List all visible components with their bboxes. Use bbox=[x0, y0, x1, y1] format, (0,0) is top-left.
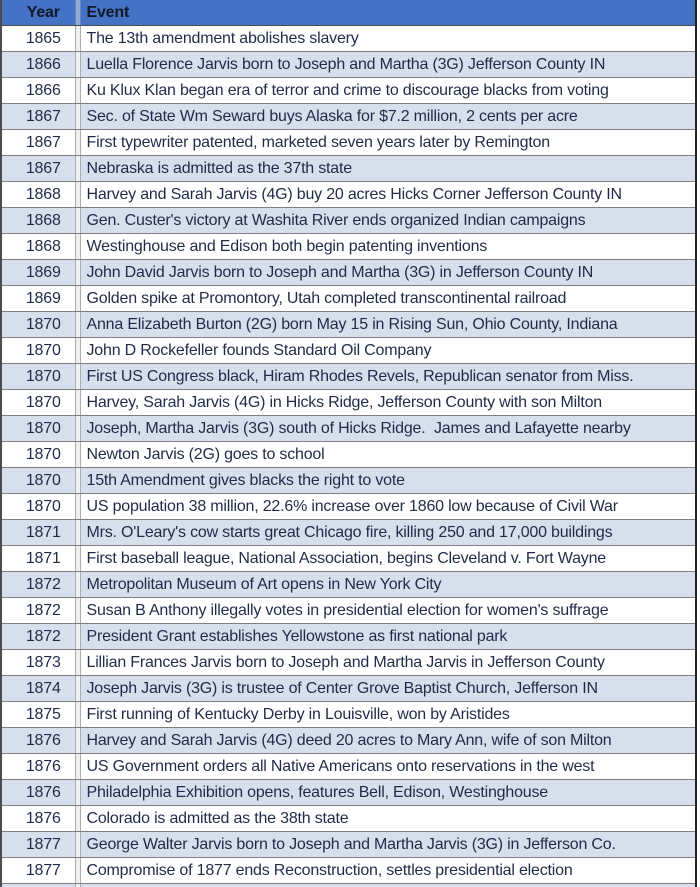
event-cell: Lillian Frances Jarvis born to Joseph and Martha Jarvis in Jefferson County bbox=[80, 650, 696, 676]
table-row bbox=[1, 156, 696, 182]
year-cell: 1872 bbox=[1, 624, 75, 650]
event-cell: Harvey and Sarah Jarvis (4G) deed 20 acres to Mary Ann, wife of son Milton bbox=[80, 728, 696, 754]
year-cell: 1876 bbox=[1, 754, 75, 780]
table-row bbox=[1, 702, 696, 728]
event-cell: Joseph, Martha Jarvis (3G) south of Hicks Ridge. James and Lafayette nearby bbox=[80, 416, 696, 442]
event-cell: Joseph Jarvis (3G) is trustee of Center Grove Baptist Church, Jefferson IN bbox=[80, 676, 696, 702]
year-cell: 1867 bbox=[1, 104, 75, 130]
table-row bbox=[1, 546, 696, 572]
table-row bbox=[1, 312, 696, 338]
table-row bbox=[1, 858, 696, 884]
year-cell: 1876 bbox=[1, 806, 75, 832]
event-cell: Harvey, Sarah Jarvis (4G) in Hicks Ridge, Jefferson County with son Milton bbox=[80, 390, 696, 416]
table-row bbox=[1, 104, 696, 130]
year-cell: 1869 bbox=[1, 286, 75, 312]
event-cell: US population 38 million, 22.6% increase over 1860 low because of Civil War bbox=[80, 494, 696, 520]
year-cell: 1870 bbox=[1, 494, 75, 520]
table-row bbox=[1, 468, 696, 494]
table-header-row bbox=[1, 0, 696, 26]
table-row bbox=[1, 234, 696, 260]
year-cell: 1872 bbox=[1, 572, 75, 598]
year-cell: 1868 bbox=[1, 182, 75, 208]
year-cell: 1868 bbox=[1, 234, 75, 260]
year-cell: 1876 bbox=[1, 780, 75, 806]
event-cell: The 13th amendment abolishes slavery bbox=[80, 26, 696, 52]
table-row bbox=[1, 78, 696, 104]
table-row bbox=[1, 832, 696, 858]
year-cell: 1875 bbox=[1, 702, 75, 728]
event-cell: John David Jarvis born to Joseph and Martha (3G) in Jefferson County IN bbox=[80, 260, 696, 286]
year-cell: 1870 bbox=[1, 468, 75, 494]
year-cell: 1877 bbox=[1, 858, 75, 884]
table-row bbox=[1, 390, 696, 416]
table-row bbox=[1, 624, 696, 650]
event-cell: Compromise of 1877 ends Reconstruction, settles presidential election bbox=[80, 858, 696, 884]
event-cell: First typewriter patented, marketed seven years later by Remington bbox=[80, 130, 696, 156]
event-cell: John D Rockefeller founds Standard Oil Company bbox=[80, 338, 696, 364]
event-cell: First running of Kentucky Derby in Louisville, won by Aristides bbox=[80, 702, 696, 728]
year-cell: 1876 bbox=[1, 728, 75, 754]
event-cell: Philadelphia Exhibition opens, features Bell, Edison, Westinghouse bbox=[80, 780, 696, 806]
table-row bbox=[1, 598, 696, 624]
event-cell: President Grant establishes Yellowstone as first national park bbox=[80, 624, 696, 650]
year-cell: 1870 bbox=[1, 364, 75, 390]
year-cell: 1872 bbox=[1, 598, 75, 624]
table-row bbox=[1, 650, 696, 676]
event-cell: Ku Klux Klan began era of terror and crime to discourage blacks from voting bbox=[80, 78, 696, 104]
table-row bbox=[1, 572, 696, 598]
year-cell: 1870 bbox=[1, 442, 75, 468]
year-cell: 1871 bbox=[1, 520, 75, 546]
table-body bbox=[1, 26, 696, 887]
year-cell: 1868 bbox=[1, 208, 75, 234]
event-cell: Luella Florence Jarvis born to Joseph and Martha (3G) Jefferson County IN bbox=[80, 52, 696, 78]
table-row bbox=[1, 442, 696, 468]
year-cell bbox=[1, 884, 75, 887]
year-cell: 1870 bbox=[1, 390, 75, 416]
year-cell: 1874 bbox=[1, 676, 75, 702]
event-cell: First US Congress black, Hiram Rhodes Revels, Republican senator from Miss. bbox=[80, 364, 696, 390]
column-header-event: Event bbox=[80, 0, 696, 26]
event-cell: Mrs. O'Leary's cow starts great Chicago fire, killing 250 and 17,000 buildings bbox=[80, 520, 696, 546]
year-cell: 1866 bbox=[1, 52, 75, 78]
table-row bbox=[1, 286, 696, 312]
table-row bbox=[1, 676, 696, 702]
year-cell: 1871 bbox=[1, 546, 75, 572]
event-cell: Westinghouse and Edison both begin patenting inventions bbox=[80, 234, 696, 260]
event-cell: Sec. of State Wm Seward buys Alaska for $7.2 million, 2 cents per acre bbox=[80, 104, 696, 130]
year-cell: 1870 bbox=[1, 312, 75, 338]
event-cell: Golden spike at Promontory, Utah completed transcontinental railroad bbox=[80, 286, 696, 312]
table-row bbox=[1, 728, 696, 754]
table-row bbox=[1, 182, 696, 208]
table-row bbox=[1, 884, 696, 887]
table-row bbox=[1, 338, 696, 364]
event-cell bbox=[80, 884, 696, 887]
table-row bbox=[1, 260, 696, 286]
event-cell: US Government orders all Native Americans onto reservations in the west bbox=[80, 754, 696, 780]
year-cell: 1870 bbox=[1, 416, 75, 442]
table-row bbox=[1, 130, 696, 156]
event-cell: Gen. Custer's victory at Washita River ends organized Indian campaigns bbox=[80, 208, 696, 234]
table-row bbox=[1, 364, 696, 390]
year-cell: 1867 bbox=[1, 130, 75, 156]
table-row bbox=[1, 806, 696, 832]
year-cell: 1866 bbox=[1, 78, 75, 104]
year-cell: 1877 bbox=[1, 832, 75, 858]
event-cell: Colorado is admitted as the 38th state bbox=[80, 806, 696, 832]
table-row bbox=[1, 208, 696, 234]
event-cell: 15th Amendment gives blacks the right to vote bbox=[80, 468, 696, 494]
table-row bbox=[1, 26, 696, 52]
table-row bbox=[1, 780, 696, 806]
event-cell: Nebraska is admitted as the 37th state bbox=[80, 156, 696, 182]
year-cell: 1869 bbox=[1, 260, 75, 286]
table-row bbox=[1, 754, 696, 780]
event-cell: Susan B Anthony illegally votes in presidential election for women's suffrage bbox=[80, 598, 696, 624]
year-cell: 1873 bbox=[1, 650, 75, 676]
event-cell: Anna Elizabeth Burton (2G) born May 15 in Rising Sun, Ohio County, Indiana bbox=[80, 312, 696, 338]
year-cell: 1870 bbox=[1, 338, 75, 364]
year-cell: 1867 bbox=[1, 156, 75, 182]
event-cell: Metropolitan Museum of Art opens in New York City bbox=[80, 572, 696, 598]
event-cell: George Walter Jarvis born to Joseph and Martha Jarvis (3G) in Jefferson Co. bbox=[80, 832, 696, 858]
year-cell: 1865 bbox=[1, 26, 75, 52]
table-row bbox=[1, 52, 696, 78]
column-header-year: Year bbox=[1, 0, 75, 26]
event-cell: First baseball league, National Association, begins Cleveland v. Fort Wayne bbox=[80, 546, 696, 572]
event-cell: Harvey and Sarah Jarvis (4G) buy 20 acres Hicks Corner Jefferson County IN bbox=[80, 182, 696, 208]
event-cell: Newton Jarvis (2G) goes to school bbox=[80, 442, 696, 468]
table-row bbox=[1, 416, 696, 442]
table-row bbox=[1, 494, 696, 520]
table-row bbox=[1, 520, 696, 546]
